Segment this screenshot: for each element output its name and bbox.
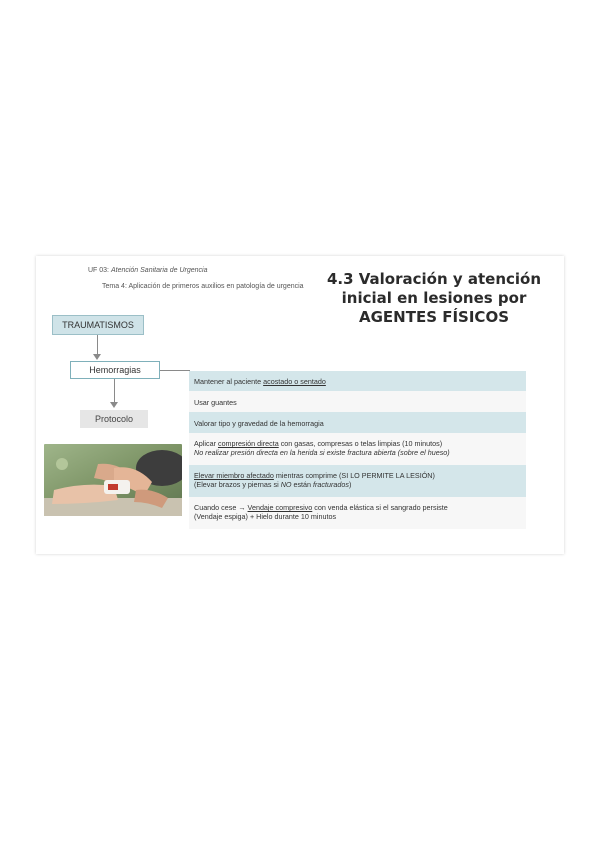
header-topic: Tema 4: Aplicación de primeros auxilios en patología de urgencia xyxy=(102,283,304,290)
flow-box-hemorragias: Hemorragias xyxy=(70,361,160,379)
flow-connector xyxy=(114,379,115,403)
page-title: 4.3 Valoración y atención inicial en lesiones por AGENTES FÍSICOS xyxy=(326,270,542,326)
flow-connector xyxy=(97,335,98,355)
arrow-down-icon xyxy=(110,402,118,408)
header-course: UF 03: Atención Sanitaria de Urgencia xyxy=(88,267,208,274)
flow-box-protocolo: Protocolo xyxy=(80,410,148,428)
list-item: Aplicar compresión directa con gasas, compresas o telas limpias (10 minutos) No realizar presión directa en la herida si existe fractura abierta (sobre el hueso) xyxy=(189,433,526,465)
list-item: Cuando cese → Vendaje compresivo con venda elástica si el sangrado persiste (Vendaje espiga) + Hielo durante 10 minutos xyxy=(189,497,526,529)
list-item: Elevar miembro afectado mientras comprime (SI LO PERMITE LA LESIÓN) (Elevar brazos y piernas si NO están fracturados) xyxy=(189,465,526,497)
protocol-list xyxy=(189,371,526,529)
arrow-down-icon xyxy=(93,354,101,360)
first-aid-photo xyxy=(44,444,182,516)
list-item: Mantener al paciente acostado o sentado xyxy=(189,371,526,391)
list-item: Usar guantes xyxy=(189,391,526,412)
flow-box-traumatismos: TRAUMATISMOS xyxy=(52,315,144,335)
first-aid-photo-illustration xyxy=(44,444,182,516)
list-item: Valorar tipo y gravedad de la hemorragia xyxy=(189,412,526,433)
slide xyxy=(36,256,564,554)
flow-connector-right xyxy=(160,370,190,371)
